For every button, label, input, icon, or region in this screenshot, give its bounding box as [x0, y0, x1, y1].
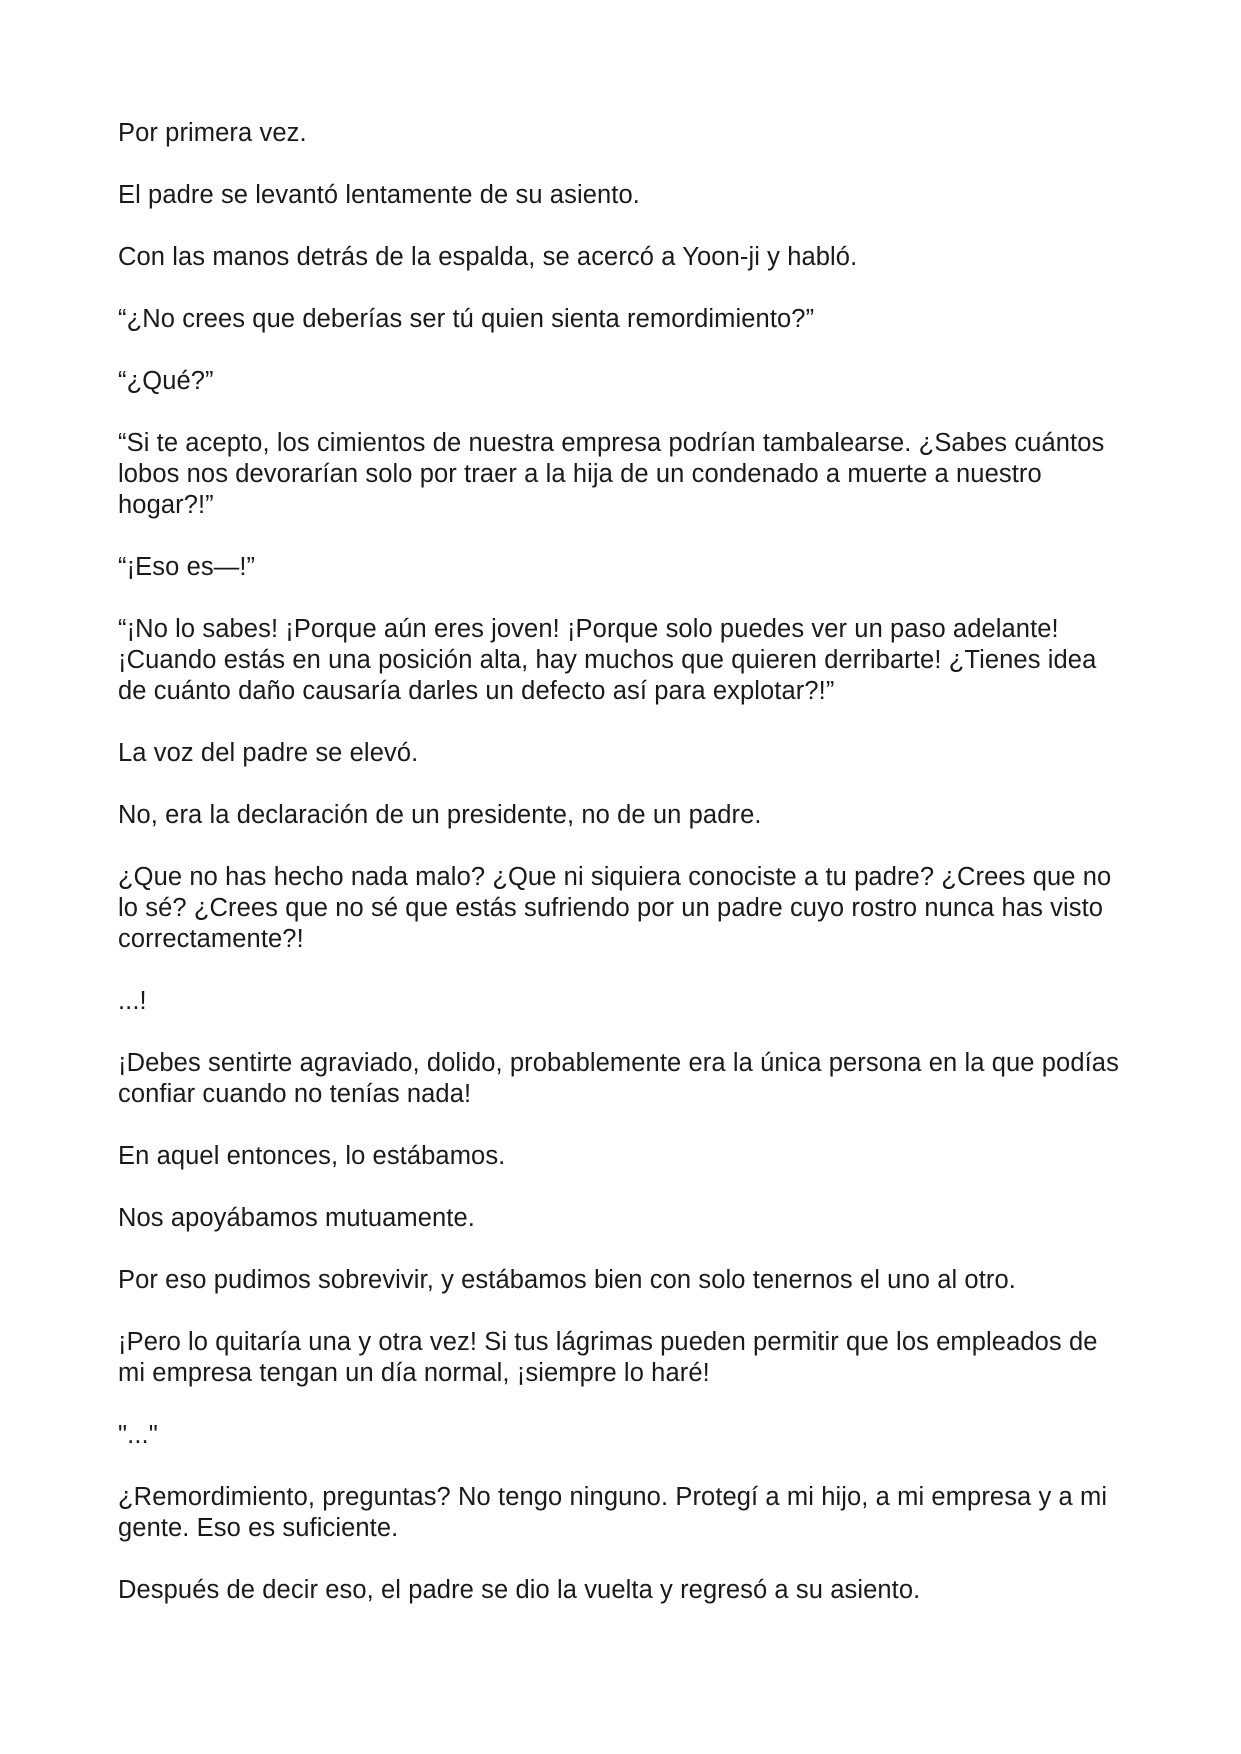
- paragraph: ¿Que no has hecho nada malo? ¿Que ni siquiera conociste a tu padre? ¿Crees que no lo sé? ¿Crees que no sé que estás sufriendo por un padre cuyo rostro nunca has visto correctamente?!: [118, 863, 1112, 953]
- paragraph: Con las manos detrás de la espalda, se acercó a Yoon-ji y habló.: [118, 243, 858, 271]
- paragraph: “¿No crees que deberías ser tú quien sienta remordimiento?”: [118, 305, 815, 333]
- paragraph: Por primera vez.: [118, 119, 307, 147]
- paragraph: “¡No lo sabes! ¡Porque aún eres joven! ¡Porque solo puedes ver un paso adelante! ¡Cuando estás en una posición alta, hay muchos que quieren derribarte! ¿Tienes idea de cuánto daño causaría darles un defecto así para explotar?!”: [118, 615, 1097, 705]
- paragraph: No, era la declaración de un presidente, no de un padre.: [118, 801, 762, 829]
- paragraph: ¡Pero lo quitaría una y otra vez! Si tus lágrimas pueden permitir que los empleados de mi empresa tengan un día normal, ¡siempre lo haré!: [118, 1328, 1098, 1387]
- paragraph: En aquel entonces, lo estábamos.: [118, 1142, 506, 1170]
- paragraph: Nos apoyábamos mutuamente.: [118, 1204, 475, 1232]
- paragraph: “¿Qué?”: [118, 367, 214, 395]
- paragraph: "...": [118, 1421, 158, 1449]
- paragraph: “Si te acepto, los cimientos de nuestra empresa podrían tambalearse. ¿Sabes cuántos lobos nos devorarían solo por traer a la hija de un condenado a muerte a nuestro hogar?!”: [118, 429, 1105, 519]
- paragraph: El padre se levantó lentamente de su asiento.: [118, 181, 640, 209]
- paragraph: Después de decir eso, el padre se dio la vuelta y regresó a su asiento.: [118, 1576, 921, 1604]
- paragraph: Por eso pudimos sobrevivir, y estábamos bien con solo tenernos el uno al otro.: [118, 1266, 1016, 1294]
- paragraph: ¡Debes sentirte agraviado, dolido, probablemente era la única persona en la que podías confiar cuando no tenías nada!: [118, 1049, 1119, 1108]
- paragraph: ¿Remordimiento, preguntas? No tengo ninguno. Protegí a mi hijo, a mi empresa y a mi gente. Eso es suficiente.: [118, 1483, 1108, 1542]
- paragraph: “¡Eso es—!”: [118, 553, 256, 581]
- paragraph: ...!: [118, 987, 147, 1015]
- text-column: [118, 118, 1128, 1637]
- paragraph: La voz del padre se elevó.: [118, 739, 419, 767]
